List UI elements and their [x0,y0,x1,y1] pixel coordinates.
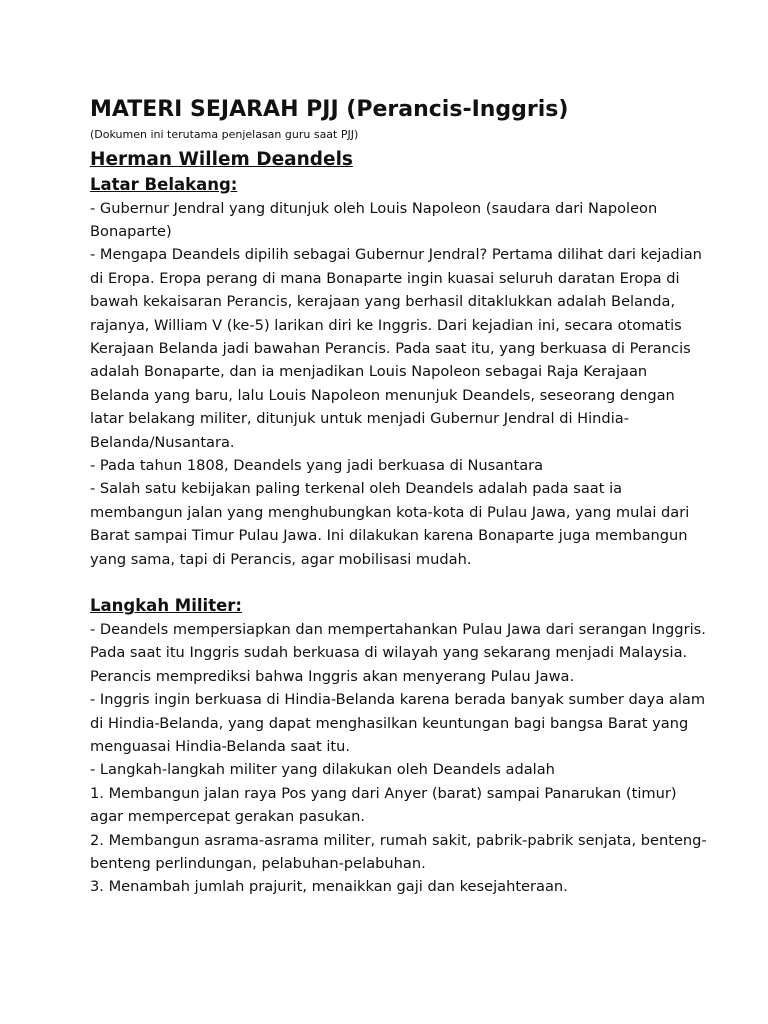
section-title: Herman Willem Deandels [90,149,353,170]
document-subtitle: (Dokumen ini terutama penjelasan guru saat PJJ) [90,128,359,141]
background-heading: Latar Belakang: [90,175,238,194]
background-paragraph-2: - Mengapa Deandels dipilih sebagai Gubernur Jendral? Pertama dilihat dari kejadian di Eropa. Eropa perang di mana Bonaparte ingin kuasai seluruh daratan Eropa di bawah kekaisaran Perancis, kerajaan yang berhasil ditaklukkan adalah Belanda, rajanya, William V (ke-5) larikan diri ke Inggris. Dari kejadian ini, secara otomatis Kerajaan Belanda jadi bawahan Perancis. Pada saat itu, yang berkuasa di Perancis adalah Bonaparte, dan ia menjadikan Louis Napoleon sebagai Raja Kerajaan Belanda yang baru, lalu Louis Napoleon menunjuk Deandels, seseorang dengan latar belakang militer, ditunjuk untuk menjadi Gubernur Jendral di Hindia-Belanda/Nusantara. [90,246,702,451]
background-paragraph-1: - Gubernur Jendral yang ditunjuk oleh Louis Napoleon (saudara dari Napoleon Bonaparte) [90,199,658,240]
document-title: MATERI SEJARAH PJJ (Perancis-Inggris) [90,97,569,122]
military-heading: Langkah Militer: [90,596,243,616]
blank-line [90,571,710,594]
military-paragraph-1: - Deandels mempersiapkan dan mempertahankan Pulau Jawa dari serangan Inggris. Pada saat itu Inggris sudah berkuasa di wilayah yang sekarang menjadi Malaysia. Perancis memprediksi bahwa Inggris akan menyerang Pulau Jawa. [90,620,706,685]
military-step-2: 2. Membangun asrama-asrama militer, rumah sakit, pabrik-pabrik senjata, benteng-benteng perlindungan, pelabuhan-pelabuhan. [90,831,707,872]
document-page [90,93,710,899]
military-step-1: 1. Membangun jalan raya Pos yang dari Anyer (barat) sampai Panarukan (timur) agar mempercepat gerakan pasukan. [90,784,677,826]
military-paragraph-2: - Inggris ingin berkuasa di Hindia-Belanda karena berada banyak sumber daya alam di Hindia-Belanda, yang dapat menghasilkan keuntungan bagi bangsa Barat yang menguasai Hindia-Belanda saat itu. [90,691,706,755]
military-step-3: 3. Menambah jumlah prajurit, menaikkan gaji dan kesejahteraan. [90,878,568,896]
background-paragraph-3: - Pada tahun 1808, Deandels yang jadi berkuasa di Nusantara [90,456,544,474]
background-paragraph-4: - Salah satu kebijakan paling terkenal oleh Deandels adalah pada saat ia membangun jalan yang menghubungkan kota-kota di Pulau Jawa, yang mulai dari Barat sampai Timur Pulau Jawa. Ini dilakukan karena Bonaparte juga membangun yang sama, tapi di Perancis, agar mobilisasi mudah. [90,480,690,568]
military-paragraph-3: - Langkah-langkah militer yang dilakukan oleh Deandels adalah [90,761,555,779]
